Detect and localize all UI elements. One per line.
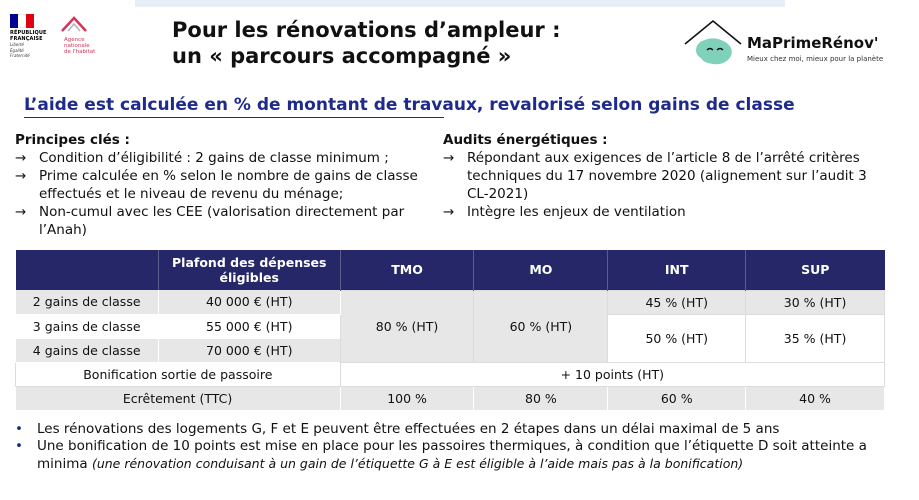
principles-heading: Principes clés : — [15, 132, 130, 148]
principle-item — [15, 203, 435, 239]
ecretement-label: Ecrêtement (TTC) — [16, 386, 341, 410]
note-item — [15, 438, 895, 473]
note-main-text: Une bonification de 10 points est mise en place pour les passoires thermiques, à condition que l’étiquette D soit atteinte a minima — [37, 438, 867, 472]
audit-text: Intègre les enjeux de ventilation — [467, 204, 686, 220]
audit-item — [443, 203, 883, 221]
int-rate-2: 45 % (HT) — [608, 290, 746, 314]
rf-motto-3: Fraternité — [10, 53, 30, 58]
note-italic-text: (une rénovation conduisant à un gain de l’étiquette G à E est éligible à l’aide mais pas à la bonification) — [91, 456, 744, 471]
bonification-value: + 10 points (HT) — [340, 362, 884, 386]
rf-motto-1: Liberté — [10, 42, 25, 47]
anah-text-2: nationale — [64, 43, 90, 49]
rf-logo-line-1: RÉPUBLIQUE — [10, 30, 47, 36]
notes-list — [15, 421, 895, 473]
bonification-label: Bonification sortie de passoire — [16, 362, 341, 386]
row-plafond: 40 000 € (HT) — [158, 290, 340, 314]
table-header-empty — [16, 250, 159, 290]
row-plafond: 55 000 € (HT) — [158, 314, 340, 338]
ecretement-mo: 80 % — [474, 386, 608, 410]
french-flag-icon — [10, 14, 34, 28]
principle-text: Condition d’éligibilité : 2 gains de classe minimum ; — [39, 150, 389, 166]
maprimerenov-logo — [683, 18, 913, 78]
page-title — [172, 17, 561, 69]
table-header-tmo: TMO — [340, 250, 474, 290]
anah-roof-icon — [60, 15, 88, 33]
table-header-int: INT — [608, 250, 746, 290]
audits-heading: Audits énergétiques : — [443, 132, 608, 148]
audit-text: Répondant aux exigences de l’article 8 de l’arrêté critères techniques du 17 novembre 2020 (alignement sur l’audit 3 CL-2021) — [467, 150, 867, 202]
subtitle-underline — [24, 117, 444, 118]
subtitle: L’aide est calculée en % de montant de travaux, revalorisé selon gains de classe — [24, 95, 795, 115]
table-header-row — [16, 250, 885, 290]
house-face-icon — [683, 18, 743, 70]
row-label: 2 gains de classe — [16, 290, 159, 314]
table-header-mo: MO — [474, 250, 608, 290]
principle-text: Non-cumul avec les CEE (valorisation directement par l’Anah) — [39, 204, 405, 238]
rf-logo-line-2: FRANÇAISE — [10, 36, 43, 42]
brand-tagline: Mieux chez moi, mieux pour la planète — [747, 55, 884, 63]
bonification-row — [16, 362, 885, 386]
aid-rates-table — [15, 250, 885, 411]
arrow-right-icon: → — [15, 204, 27, 220]
bullet-icon: • — [15, 421, 23, 437]
table-header-sup: SUP — [746, 250, 885, 290]
ecretement-sup: 40 % — [746, 386, 885, 410]
table-header-plafond: Plafond des dépenses éligibles — [158, 250, 340, 290]
arrow-right-icon: → — [15, 150, 27, 166]
row-plafond: 70 000 € (HT) — [158, 338, 340, 362]
sup-rate-2: 30 % (HT) — [746, 290, 885, 314]
arrow-right-icon: → — [15, 168, 27, 184]
table-row — [16, 290, 885, 314]
arrow-right-icon: → — [443, 150, 455, 166]
arrow-right-icon: → — [443, 204, 455, 220]
bullet-icon: • — [15, 438, 23, 454]
principle-item — [15, 167, 435, 203]
ecretement-tmo: 100 % — [340, 386, 474, 410]
audits-section — [443, 131, 883, 221]
row-label: 4 gains de classe — [16, 338, 159, 362]
audit-item — [443, 149, 883, 203]
republique-francaise-logo — [10, 14, 52, 62]
top-accent-bar — [135, 0, 785, 7]
anah-text-1: Agence — [64, 37, 85, 43]
note-item — [15, 421, 895, 438]
mo-rate: 60 % (HT) — [474, 290, 608, 362]
sup-rate-34: 35 % (HT) — [746, 314, 885, 362]
tmo-rate: 80 % (HT) — [340, 290, 474, 362]
principles-section — [15, 131, 435, 239]
row-label: 3 gains de classe — [16, 314, 159, 338]
note-text: Les rénovations des logements G, F et E peuvent être effectuées en 2 étapes dans un délai maximal de 5 ans — [37, 421, 780, 437]
anah-logo — [60, 15, 108, 61]
note-text — [37, 438, 895, 473]
rf-motto-2: Égalité — [10, 47, 24, 53]
principle-text: Prime calculée en % selon le nombre de gains de classe effectués et le niveau de revenu du ménage; — [39, 168, 418, 202]
ecretement-row — [16, 386, 885, 410]
ecretement-int: 60 % — [608, 386, 746, 410]
int-rate-34: 50 % (HT) — [608, 314, 746, 362]
title-line-2: un « parcours accompagné » — [172, 44, 512, 68]
brand-name: MaPrimeRénov' — [747, 34, 879, 52]
title-line-1: Pour les rénovations d’ampleur : — [172, 18, 561, 42]
principle-item — [15, 149, 435, 167]
anah-text-3: de l'habitat — [64, 49, 96, 55]
